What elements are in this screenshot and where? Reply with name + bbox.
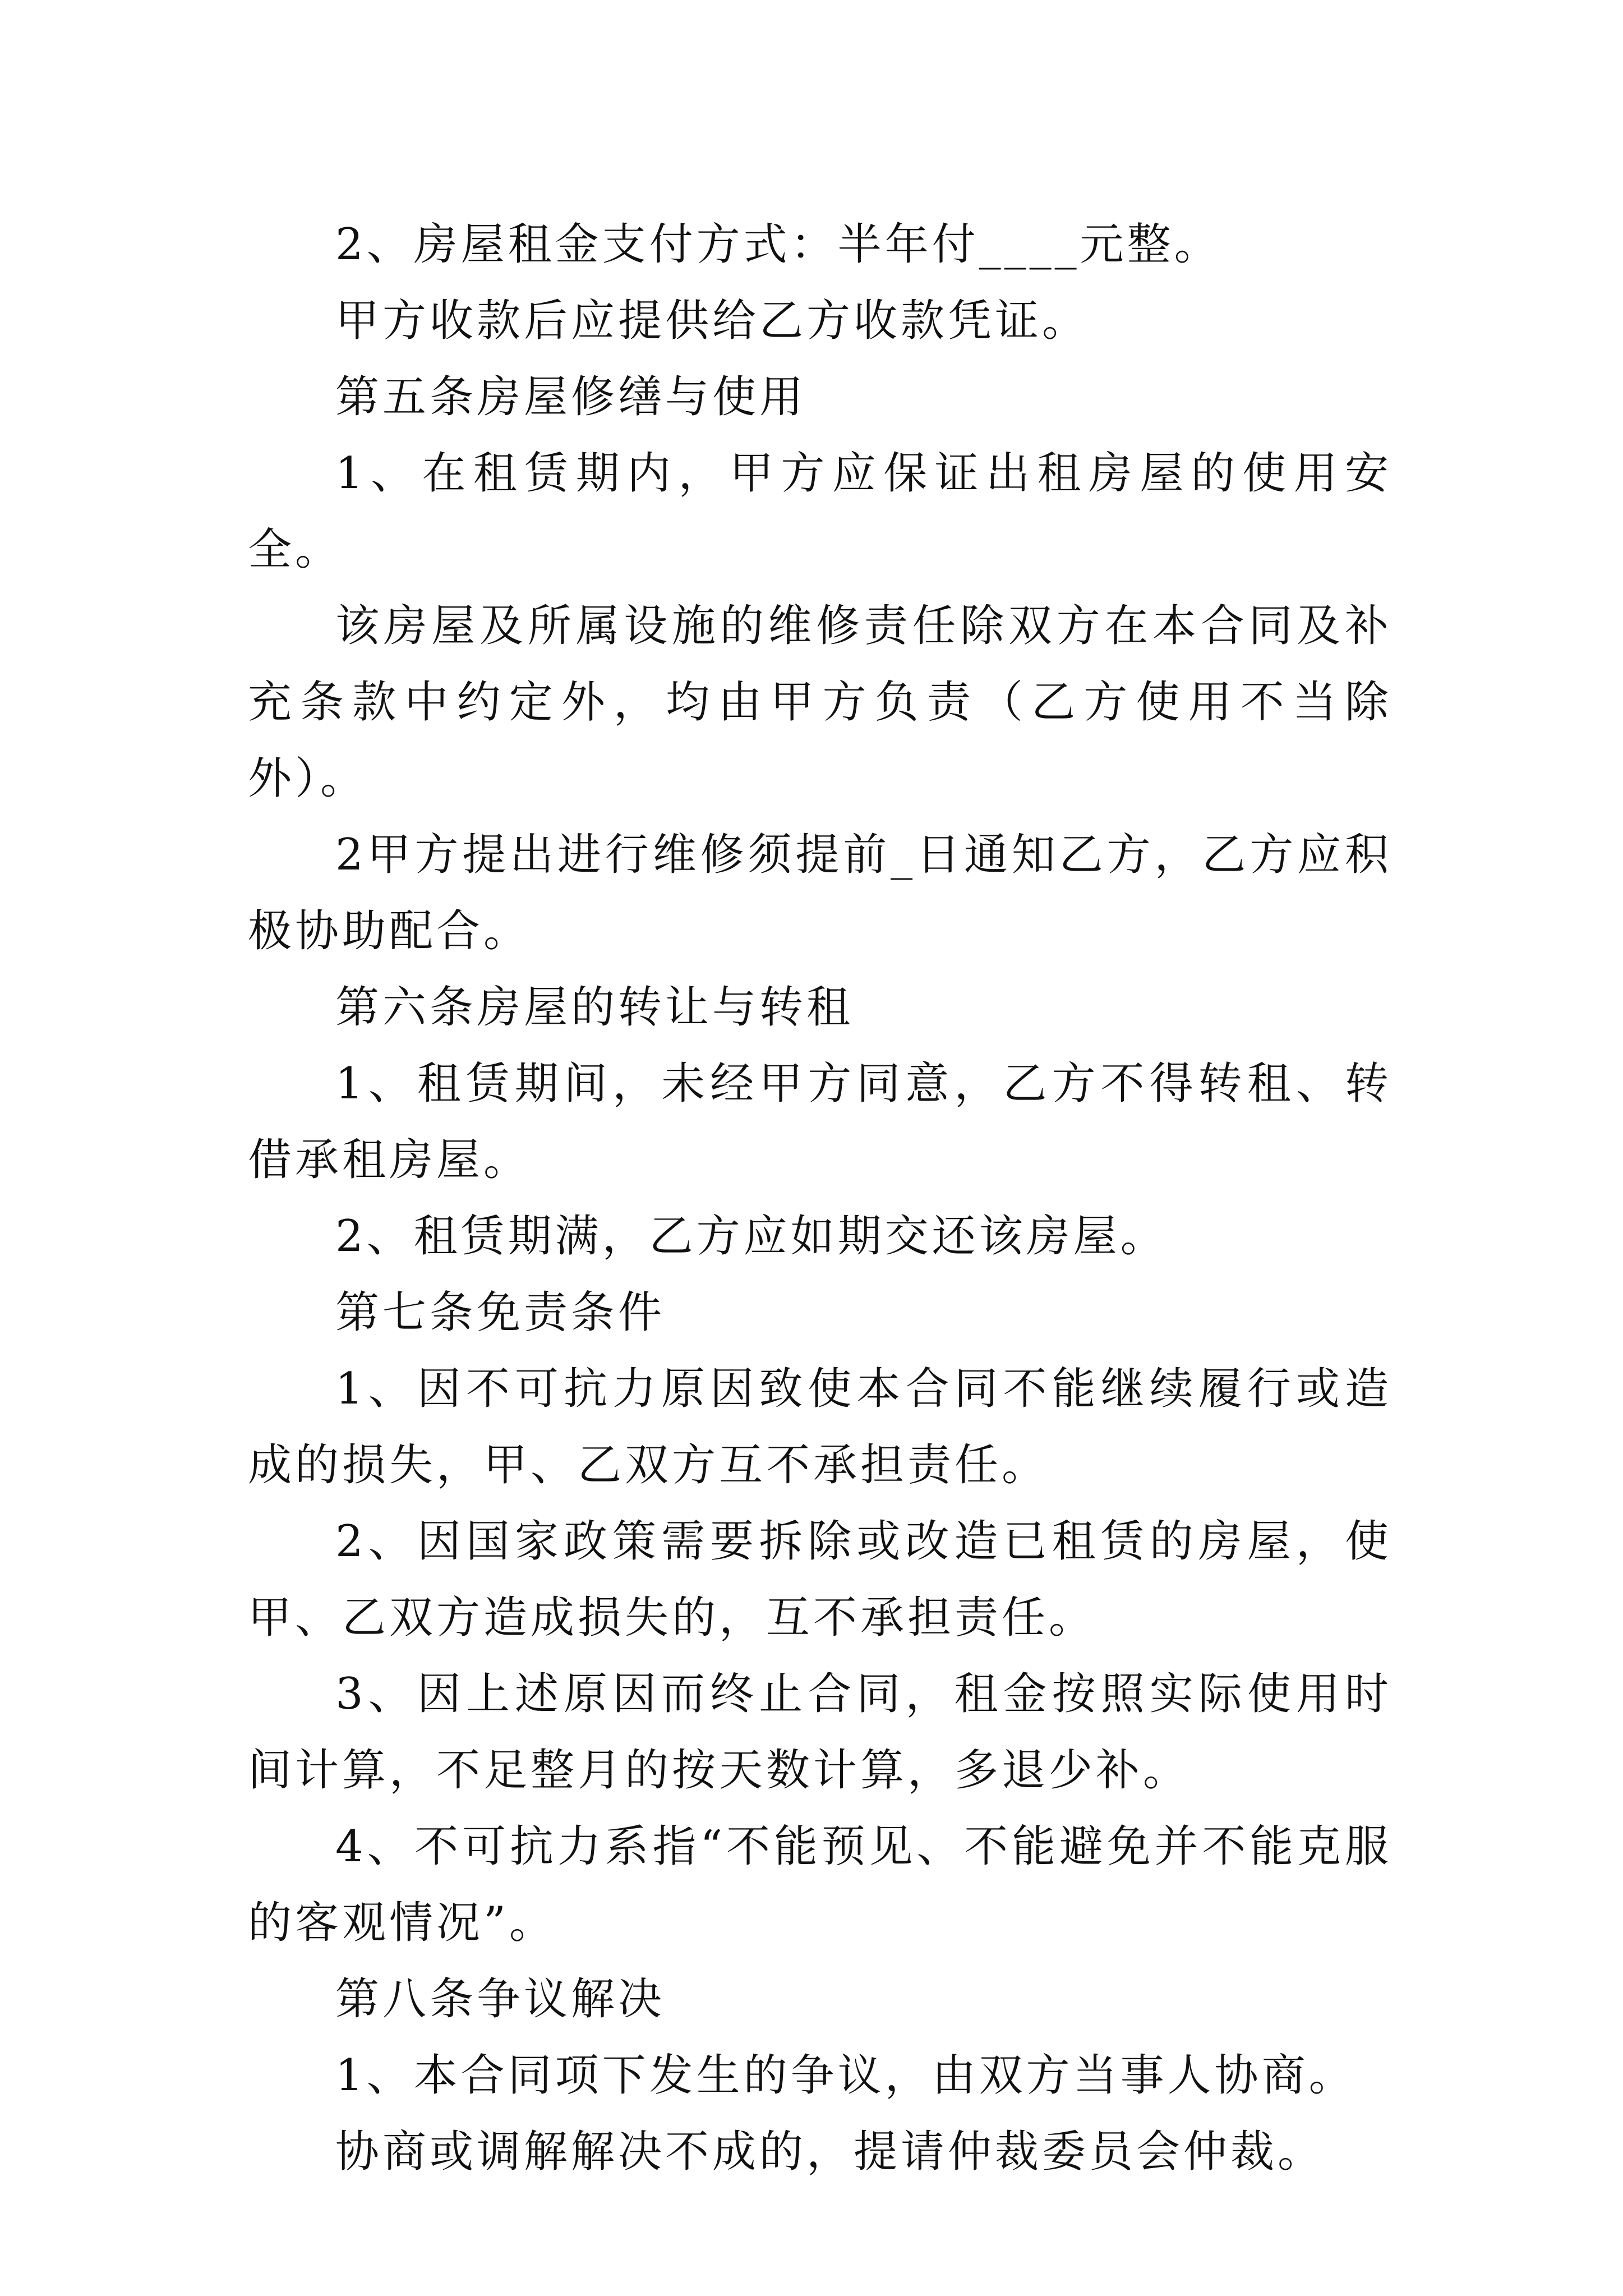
paragraph-5-1: 1、在租赁期内，甲方应保证出租房屋的使用安全。 (248, 448, 1392, 575)
paragraph-6-2: 2、租赁期满，乙方应如期交还该房屋。 (335, 1211, 1168, 1262)
article-6-heading: 第六条房屋的转让与转租 (335, 982, 854, 1033)
paragraph-arbitration: 协商或调解解决不成的，提请仲裁委员会仲裁。 (335, 2127, 1325, 2177)
article-8-heading: 第八条争议解决 (335, 1974, 666, 2024)
paragraph-6-1: 1、租赁期间，未经甲方同意，乙方不得转租、转借承租房屋。 (248, 1059, 1392, 1185)
paragraph-rent-payment-method: 2、房屋租金支付方式：半年付____元整。 (335, 219, 1221, 270)
paragraph-5-2: 2甲方提出进行维修须提前_日通知乙方，乙方应积极协助配合。 (248, 830, 1392, 956)
paragraph-7-2: 2、因国家政策需要拆除或改造已租赁的房屋，使甲、乙双方造成损失的，互不承担责任。 (248, 1516, 1392, 1643)
paragraph-maintenance-responsibility: 该房屋及所属设施的维修责任除双方在本合同及补充条款中约定外，均由甲方负责（乙方使用不当除外）。 (248, 601, 1392, 804)
paragraph-7-3: 3、因上述原因而终止合同，租金按照实际使用时间计算，不足整月的按天数计算，多退少补。 (248, 1669, 1392, 1796)
paragraph-8-1: 1、本合同项下发生的争议，由双方当事人协商。 (335, 2050, 1356, 2101)
paragraph-payment-receipt: 甲方收款后应提供给乙方收款凭证。 (335, 296, 1090, 346)
paragraph-7-4: 4、不可抗力系指“不能预见、不能避免并不能克服的客观情况”。 (248, 1821, 1392, 1948)
paragraph-7-1: 1、因不可抗力原因致使本合同不能继续履行或造成的损失，甲、乙双方互不承担责任。 (248, 1364, 1392, 1490)
article-7-heading: 第七条免责条件 (335, 1287, 666, 1338)
article-5-heading: 第五条房屋修缮与使用 (335, 372, 807, 422)
document-body (248, 206, 1392, 2190)
